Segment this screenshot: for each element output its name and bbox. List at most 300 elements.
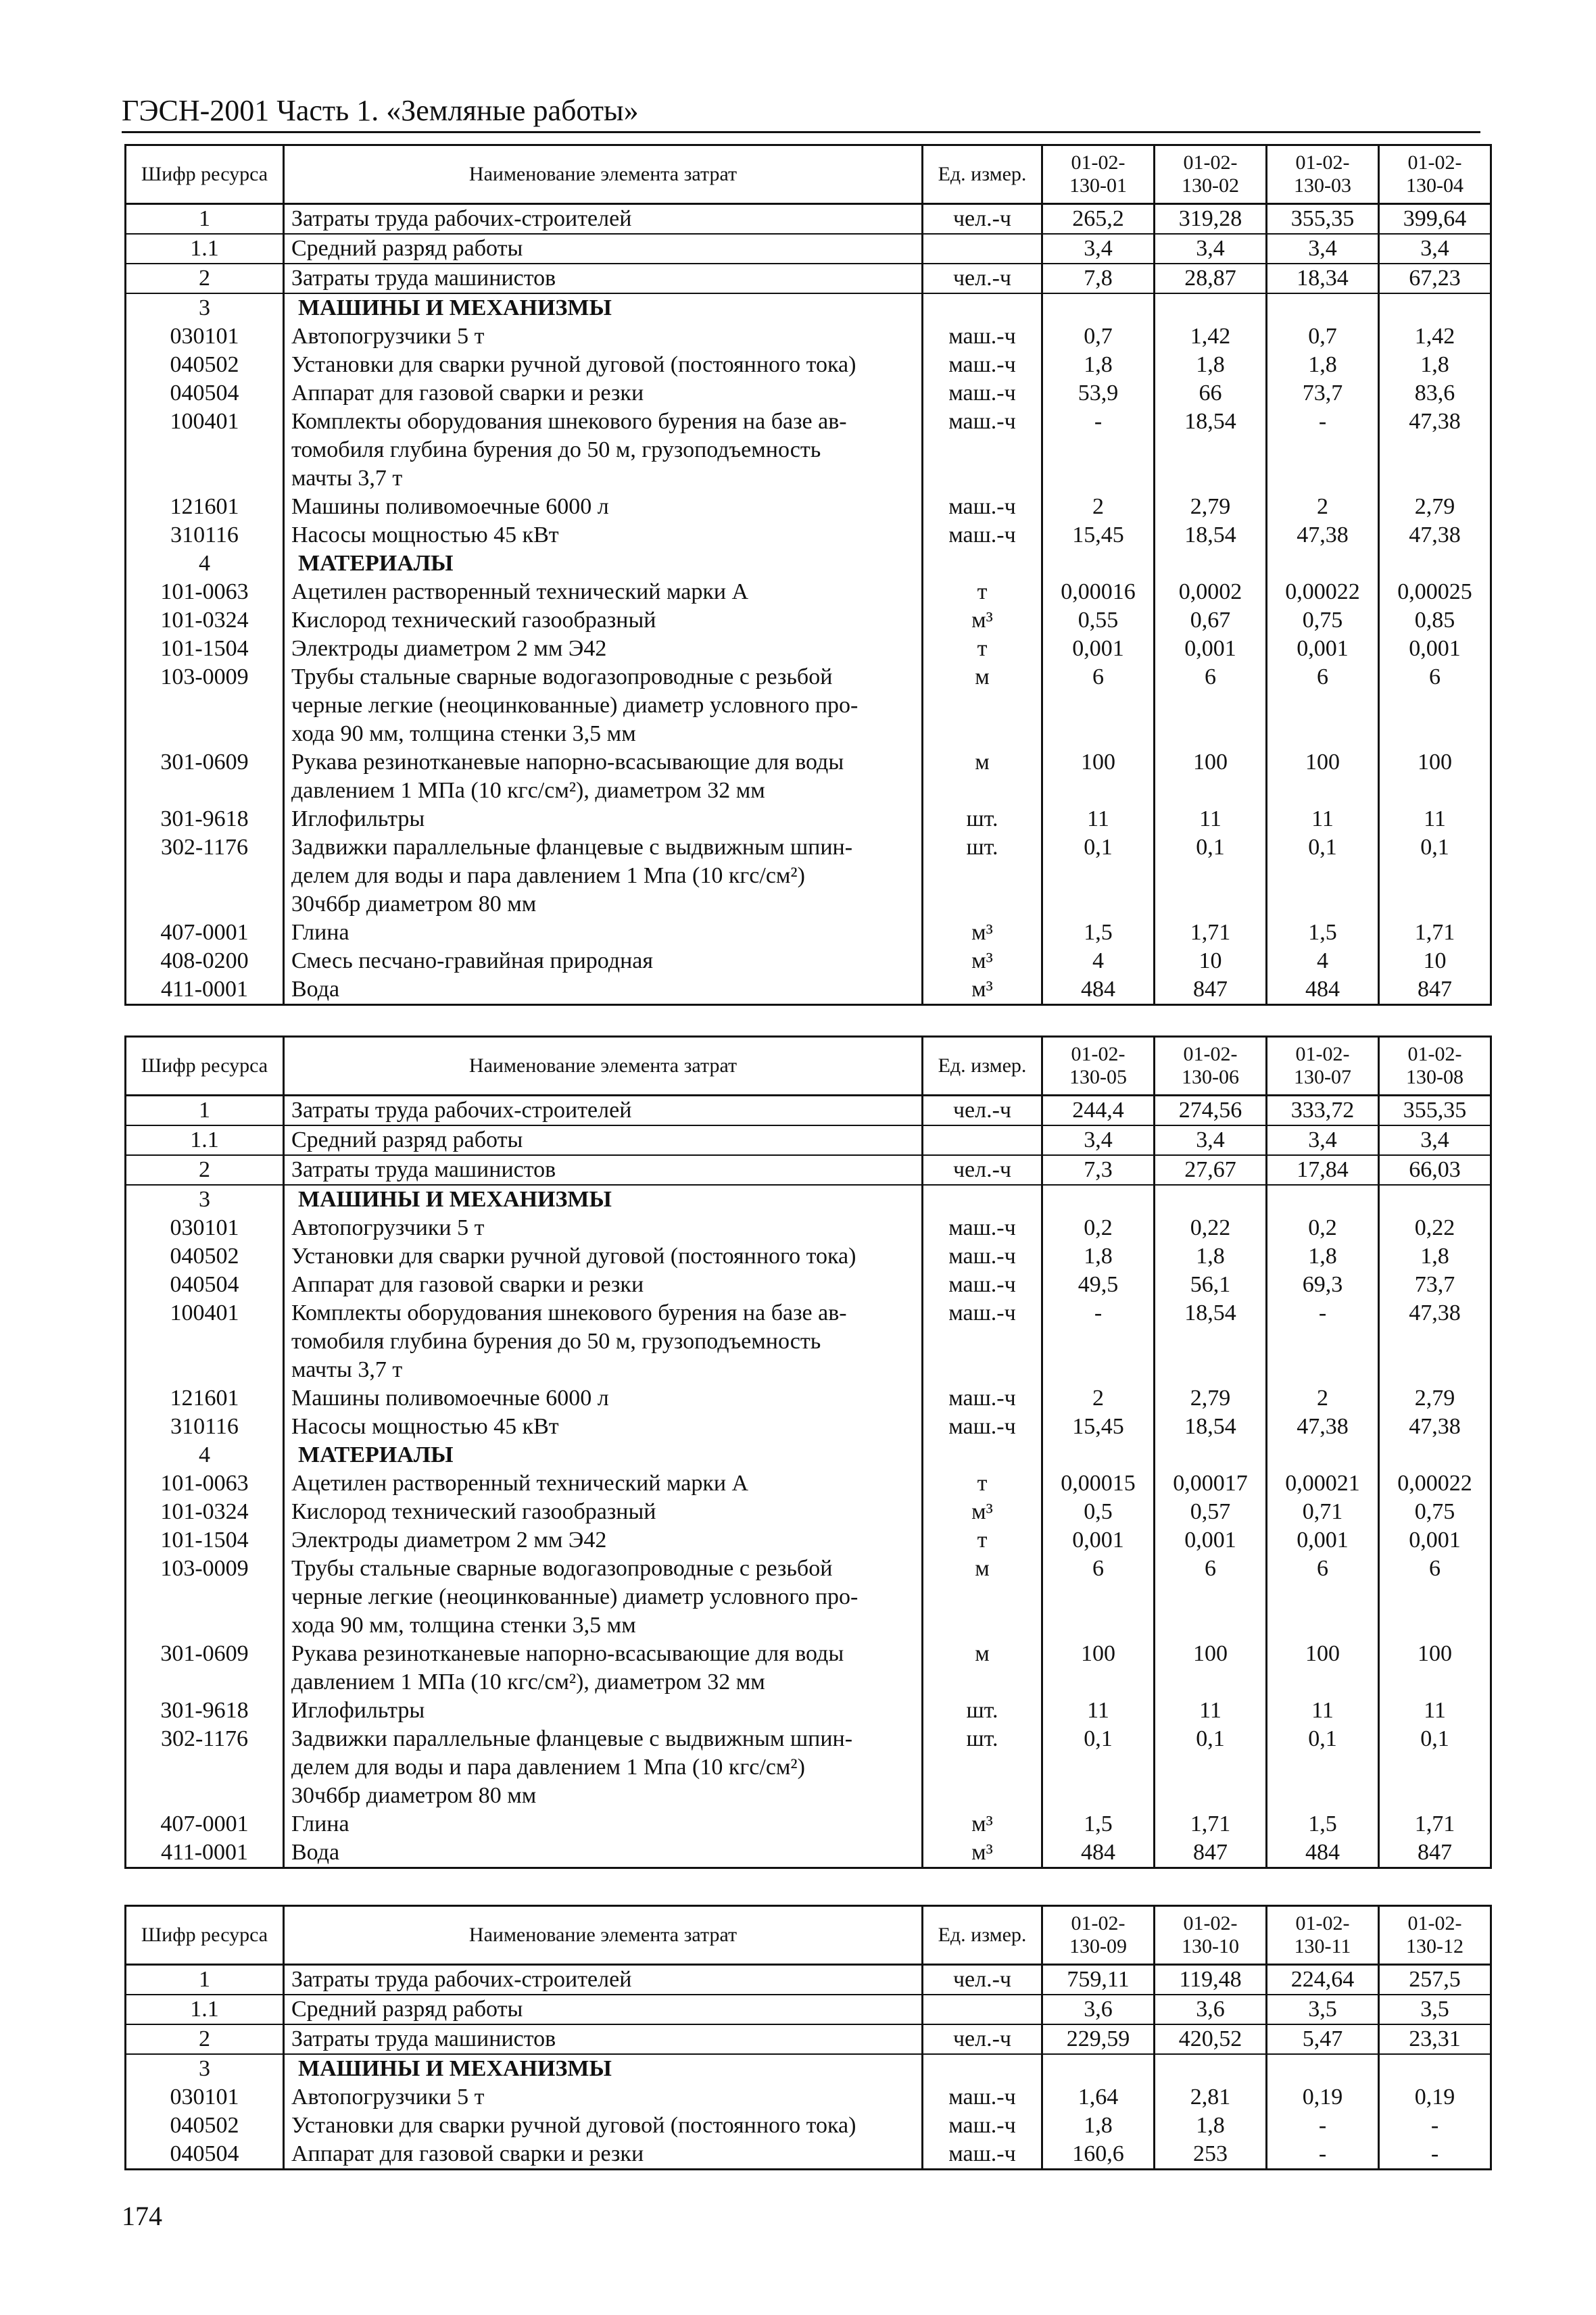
table-row (126, 264, 1491, 293)
unit-cell (923, 1125, 1042, 1155)
value-cell: 3,5 (1267, 1995, 1379, 2024)
resource-name: Аппарат для газовой сварки и резки (284, 2140, 923, 2170)
value-cell: 0,001 (1042, 635, 1155, 663)
resource-code: 040504 (126, 379, 284, 408)
unit-cell: м³ (923, 1498, 1042, 1526)
value-cell: 6 (1042, 663, 1155, 748)
value-cell: 5,47 (1267, 2024, 1379, 2054)
value-cell: 0,0002 (1155, 578, 1267, 606)
value-cell: 3,4 (1379, 1125, 1491, 1155)
value-cell: 47,38 (1267, 1413, 1379, 1441)
resource-name: Машины поливомоечные 6000 л (284, 493, 923, 521)
unit-cell: м³ (923, 1810, 1042, 1838)
header-row (126, 1906, 1491, 1965)
unit-cell: маш.-ч (923, 1214, 1042, 1242)
value-cell (1042, 1441, 1155, 1469)
resource-code: 1.1 (126, 1995, 284, 2024)
value-cell: 28,87 (1155, 264, 1267, 293)
unit-cell: шт. (923, 833, 1042, 919)
value-cell: 11 (1042, 1697, 1155, 1725)
unit-cell: т (923, 1469, 1042, 1498)
value-cell: 0,1 (1267, 833, 1379, 919)
value-cell: 0,1 (1155, 833, 1267, 919)
unit-cell: маш.-ч (923, 1299, 1042, 1384)
value-cell: 0,00025 (1379, 578, 1491, 606)
resource-code: 100401 (126, 408, 284, 493)
table-row (126, 805, 1491, 833)
value-cell: 265,2 (1042, 204, 1155, 235)
table-row (126, 833, 1491, 919)
value-cell: 1,5 (1267, 1810, 1379, 1838)
value-cell: 759,11 (1042, 1965, 1155, 1995)
value-cell: 3,4 (1042, 234, 1155, 264)
table-row (126, 1555, 1491, 1640)
table-row (126, 1640, 1491, 1697)
unit-cell (923, 1185, 1042, 1214)
resource-code: 121601 (126, 1384, 284, 1413)
unit-cell: м (923, 1555, 1042, 1640)
value-cell: 1,8 (1379, 1242, 1491, 1271)
resource-code: 100401 (126, 1299, 284, 1384)
norm-header-3: 01-02- 130-03 (1267, 145, 1379, 204)
unit-cell: маш.-ч (923, 2083, 1042, 2112)
table-row (126, 1469, 1491, 1498)
value-cell (1379, 1185, 1491, 1214)
value-cell: 1,8 (1155, 1242, 1267, 1271)
value-cell: 274,56 (1155, 1096, 1267, 1126)
resource-code: 101-0324 (126, 606, 284, 635)
value-cell: 119,48 (1155, 1965, 1267, 1995)
resource-code: 103-0009 (126, 663, 284, 748)
header-rule (122, 131, 1480, 133)
value-cell: 1,5 (1267, 919, 1379, 947)
value-cell: 1,8 (1042, 351, 1155, 379)
value-cell: 3,4 (1155, 234, 1267, 264)
unit-cell: м (923, 663, 1042, 748)
unit-cell (923, 550, 1042, 578)
resource-name: Глина (284, 1810, 923, 1838)
value-cell: 66,03 (1379, 1155, 1491, 1185)
unit-cell: чел.-ч (923, 204, 1042, 235)
table-row (126, 493, 1491, 521)
resource-code: 301-0609 (126, 1640, 284, 1697)
value-cell: 1,64 (1042, 2083, 1155, 2112)
unit-cell: т (923, 635, 1042, 663)
resource-code: 1 (126, 1965, 284, 1995)
resource-code: 1 (126, 204, 284, 235)
resource-name: Ацетилен растворенный технический марки А (284, 578, 923, 606)
value-cell: 0,22 (1379, 1214, 1491, 1242)
value-cell: 6 (1155, 1555, 1267, 1640)
value-cell: 18,54 (1155, 1299, 1267, 1384)
resource-name: Задвижки параллельные фланцевые с выдвижным шпин- делем для воды и пара давлением 1 Мпа (10 кгс/см²) 30ч6бр диаметром 80 мм (284, 1725, 923, 1810)
resource-code: 103-0009 (126, 1555, 284, 1640)
resource-code: 040502 (126, 351, 284, 379)
value-cell: 100 (1379, 748, 1491, 805)
resource-name: Насосы мощностью 45 кВт (284, 1413, 923, 1441)
value-cell: 355,35 (1267, 204, 1379, 235)
unit-cell: маш.-ч (923, 1271, 1042, 1299)
resource-name: Глина (284, 919, 923, 947)
value-cell: 1,71 (1155, 1810, 1267, 1838)
name-header: Наименование элемента затрат (284, 1037, 923, 1096)
value-cell: 229,59 (1042, 2024, 1155, 2054)
unit-cell (923, 1441, 1042, 1469)
value-cell: 0,2 (1042, 1214, 1155, 1242)
value-cell (1379, 550, 1491, 578)
table-row (126, 234, 1491, 264)
norm-header-1: 01-02- 130-01 (1042, 145, 1155, 204)
value-cell: 0,75 (1379, 1498, 1491, 1526)
value-cell: 11 (1042, 805, 1155, 833)
value-cell: 47,38 (1379, 521, 1491, 550)
value-cell: - (1379, 2112, 1491, 2140)
value-cell: 0,19 (1267, 2083, 1379, 2112)
unit-header: Ед. измер. (923, 1906, 1042, 1965)
unit-cell: шт. (923, 805, 1042, 833)
resource-code: 030101 (126, 2083, 284, 2112)
value-cell: 2 (1267, 493, 1379, 521)
page-number: 174 (122, 2201, 162, 2231)
value-cell: 484 (1042, 1838, 1155, 1868)
value-cell: 4 (1267, 947, 1379, 975)
resource-name: Трубы стальные сварные водогазопроводные с резьбой черные легкие (неоцинкованные) диаметр условного про- хода 90 мм, толщина стенки 3,5 мм (284, 1555, 923, 1640)
table-row (126, 1441, 1491, 1469)
resource-code: 302-1176 (126, 1725, 284, 1810)
value-cell: 47,38 (1379, 408, 1491, 493)
value-cell: 253 (1155, 2140, 1267, 2170)
value-cell: 2 (1267, 1384, 1379, 1413)
value-cell: 10 (1155, 947, 1267, 975)
resource-name: Затраты труда рабочих-строителей (284, 1965, 923, 1995)
value-cell: 1,8 (1042, 2112, 1155, 2140)
norm-header-1: 01-02- 130-09 (1042, 1906, 1155, 1965)
table-row (126, 408, 1491, 493)
table-row (126, 1526, 1491, 1555)
value-cell (1155, 550, 1267, 578)
value-cell: 100 (1267, 1640, 1379, 1697)
table-row (126, 1214, 1491, 1242)
resource-table-1 (124, 144, 1492, 1006)
resource-name: Автопогрузчики 5 т (284, 1214, 923, 1242)
resource-name: МАШИНЫ И МЕХАНИЗМЫ (284, 293, 923, 322)
value-cell: 3,4 (1267, 1125, 1379, 1155)
value-cell: 1,8 (1267, 1242, 1379, 1271)
table-row (126, 293, 1491, 322)
value-cell: 3,4 (1267, 234, 1379, 264)
value-cell: 11 (1267, 805, 1379, 833)
unit-cell: чел.-ч (923, 1096, 1042, 1126)
value-cell: 100 (1155, 748, 1267, 805)
unit-cell: м³ (923, 919, 1042, 947)
unit-cell: маш.-ч (923, 351, 1042, 379)
resource-code: 310116 (126, 521, 284, 550)
value-cell: 847 (1155, 1838, 1267, 1868)
resource-name: Затраты труда машинистов (284, 264, 923, 293)
value-cell: 0,001 (1267, 635, 1379, 663)
header-row (126, 1037, 1491, 1096)
resource-name: Рукава резинотканевые напорно-всасывающие для воды давлением 1 МПа (10 кгс/см²), диаметром 32 мм (284, 1640, 923, 1697)
value-cell: 3,4 (1155, 1125, 1267, 1155)
resource-code: 407-0001 (126, 1810, 284, 1838)
table-row (126, 1242, 1491, 1271)
resource-name: МАШИНЫ И МЕХАНИЗМЫ (284, 2054, 923, 2083)
name-header: Наименование элемента затрат (284, 145, 923, 204)
value-cell (1042, 2054, 1155, 2083)
value-cell: 3,6 (1155, 1995, 1267, 2024)
resource-code: 2 (126, 2024, 284, 2054)
value-cell: 7,3 (1042, 1155, 1155, 1185)
value-cell: 0,001 (1267, 1526, 1379, 1555)
resource-code: 040502 (126, 2112, 284, 2140)
value-cell: 6 (1267, 1555, 1379, 1640)
norm-header-4: 01-02- 130-08 (1379, 1037, 1491, 1096)
resource-name: Средний разряд работы (284, 1125, 923, 1155)
resource-name: Затраты труда машинистов (284, 2024, 923, 2054)
table-row (126, 635, 1491, 663)
value-cell: 1,8 (1379, 351, 1491, 379)
table-row (126, 322, 1491, 351)
table-row (126, 379, 1491, 408)
value-cell: 15,45 (1042, 521, 1155, 550)
value-cell: 7,8 (1042, 264, 1155, 293)
resource-code: 310116 (126, 1413, 284, 1441)
unit-cell: маш.-ч (923, 1242, 1042, 1271)
table-row (126, 663, 1491, 748)
value-cell: - (1267, 2140, 1379, 2170)
value-cell: 0,1 (1042, 1725, 1155, 1810)
value-cell: 15,45 (1042, 1413, 1155, 1441)
resource-code: 2 (126, 1155, 284, 1185)
value-cell: 11 (1379, 1697, 1491, 1725)
resource-code: 4 (126, 1441, 284, 1469)
norm-header-3: 01-02- 130-11 (1267, 1906, 1379, 1965)
value-cell (1267, 550, 1379, 578)
resource-name: Смесь песчано-гравийная природная (284, 947, 923, 975)
value-cell (1379, 1441, 1491, 1469)
resource-name: Трубы стальные сварные водогазопроводные с резьбой черные легкие (неоцинкованные) диаметр условного про- хода 90 мм, толщина стенки 3,5 мм (284, 663, 923, 748)
unit-cell: т (923, 1526, 1042, 1555)
unit-header: Ед. измер. (923, 1037, 1042, 1096)
table-row (126, 1271, 1491, 1299)
unit-cell: маш.-ч (923, 521, 1042, 550)
value-cell: 1,8 (1267, 351, 1379, 379)
value-cell: 0,00021 (1267, 1469, 1379, 1498)
value-cell: 73,7 (1379, 1271, 1491, 1299)
value-cell: 17,84 (1267, 1155, 1379, 1185)
value-cell: 0,85 (1379, 606, 1491, 635)
value-cell: 56,1 (1155, 1271, 1267, 1299)
value-cell: 257,5 (1379, 1965, 1491, 1995)
value-cell: 2,79 (1155, 493, 1267, 521)
value-cell: 244,4 (1042, 1096, 1155, 1126)
value-cell: 4 (1042, 947, 1155, 975)
value-cell: - (1042, 1299, 1155, 1384)
value-cell: 847 (1379, 1838, 1491, 1868)
table-row (126, 1810, 1491, 1838)
value-cell: 0,1 (1155, 1725, 1267, 1810)
resource-name: Задвижки параллельные фланцевые с выдвижным шпин- делем для воды и пара давлением 1 Мпа (10 кгс/см²) 30ч6бр диаметром 80 мм (284, 833, 923, 919)
resource-name: Машины поливомоечные 6000 л (284, 1384, 923, 1413)
value-cell: 2,81 (1155, 2083, 1267, 2112)
value-cell: 0,00017 (1155, 1469, 1267, 1498)
resource-code: 1 (126, 1096, 284, 1126)
value-cell (1379, 2054, 1491, 2083)
unit-cell (923, 293, 1042, 322)
value-cell: 1,5 (1042, 1810, 1155, 1838)
value-cell: 3,5 (1379, 1995, 1491, 2024)
value-cell: 1,5 (1042, 919, 1155, 947)
value-cell (1155, 1441, 1267, 1469)
value-cell: 847 (1379, 975, 1491, 1005)
value-cell (1042, 293, 1155, 322)
value-cell (1267, 293, 1379, 322)
resource-code: 030101 (126, 322, 284, 351)
value-cell: 67,23 (1379, 264, 1491, 293)
code-header: Шифр ресурса (126, 1906, 284, 1965)
resource-name: Вода (284, 975, 923, 1005)
resource-name: Вода (284, 1838, 923, 1868)
value-cell: 83,6 (1379, 379, 1491, 408)
value-cell: - (1379, 2140, 1491, 2170)
resource-code: 301-9618 (126, 1697, 284, 1725)
value-cell: 11 (1155, 805, 1267, 833)
unit-cell: маш.-ч (923, 2112, 1042, 2140)
unit-cell: чел.-ч (923, 1965, 1042, 1995)
resource-name: Ацетилен растворенный технический марки А (284, 1469, 923, 1498)
unit-cell: маш.-ч (923, 1384, 1042, 1413)
value-cell: 3,4 (1379, 234, 1491, 264)
resource-name: Затраты труда рабочих-строителей (284, 1096, 923, 1126)
resource-code: 3 (126, 2054, 284, 2083)
value-cell: 11 (1155, 1697, 1267, 1725)
value-cell: 3,4 (1042, 1125, 1155, 1155)
value-cell: 3,6 (1042, 1995, 1155, 2024)
value-cell: 18,34 (1267, 264, 1379, 293)
value-cell: 6 (1155, 663, 1267, 748)
resource-name: МАТЕРИАЛЫ (284, 550, 923, 578)
value-cell (1379, 293, 1491, 322)
resource-code: 101-1504 (126, 1526, 284, 1555)
table-row (126, 1995, 1491, 2024)
resource-name: Насосы мощностью 45 кВт (284, 521, 923, 550)
norm-header-1: 01-02- 130-05 (1042, 1037, 1155, 1096)
resource-name: Затраты труда машинистов (284, 1155, 923, 1185)
table-row (126, 975, 1491, 1005)
table-row (126, 1299, 1491, 1384)
resource-code: 302-1176 (126, 833, 284, 919)
value-cell: 100 (1267, 748, 1379, 805)
resource-name: Установки для сварки ручной дуговой (постоянного тока) (284, 351, 923, 379)
resource-code: 101-0324 (126, 1498, 284, 1526)
value-cell: 18,54 (1155, 1413, 1267, 1441)
value-cell (1155, 293, 1267, 322)
value-cell: 73,7 (1267, 379, 1379, 408)
norm-header-2: 01-02- 130-06 (1155, 1037, 1267, 1096)
value-cell (1267, 1441, 1379, 1469)
resource-name: Кислород технический газообразный (284, 1498, 923, 1526)
resource-code: 101-1504 (126, 635, 284, 663)
unit-cell: чел.-ч (923, 2024, 1042, 2054)
table-row (126, 1838, 1491, 1868)
resource-name: Затраты труда рабочих-строителей (284, 204, 923, 235)
code-header: Шифр ресурса (126, 145, 284, 204)
resource-code: 040502 (126, 1242, 284, 1271)
value-cell: 18,54 (1155, 521, 1267, 550)
resource-name: МАТЕРИАЛЫ (284, 1441, 923, 1469)
resource-name: Электроды диаметром 2 мм Э42 (284, 1526, 923, 1555)
value-cell: 0,00016 (1042, 578, 1155, 606)
value-cell: 0,75 (1267, 606, 1379, 635)
unit-cell (923, 1995, 1042, 2024)
value-cell: 0,7 (1042, 322, 1155, 351)
unit-cell: шт. (923, 1725, 1042, 1810)
value-cell: 100 (1379, 1640, 1491, 1697)
value-cell: 0,19 (1379, 2083, 1491, 2112)
value-cell: 484 (1267, 975, 1379, 1005)
value-cell: 6 (1267, 663, 1379, 748)
resource-name: Установки для сварки ручной дуговой (постоянного тока) (284, 2112, 923, 2140)
value-cell: 11 (1379, 805, 1491, 833)
value-cell: 6 (1379, 1555, 1491, 1640)
resource-code: 411-0001 (126, 975, 284, 1005)
value-cell: 0,1 (1267, 1725, 1379, 1810)
page-header: ГЭСН-2001 Часть 1. «Земляные работы» (122, 94, 639, 127)
value-cell: 355,35 (1379, 1096, 1491, 1126)
value-cell: 0,001 (1042, 1526, 1155, 1555)
value-cell: 2,79 (1155, 1384, 1267, 1413)
table-row (126, 1965, 1491, 1995)
value-cell: 0,1 (1379, 833, 1491, 919)
unit-cell: маш.-ч (923, 322, 1042, 351)
unit-cell: маш.-ч (923, 2140, 1042, 2170)
resource-table-2 (124, 1035, 1492, 1869)
resource-name: Средний разряд работы (284, 234, 923, 264)
resource-code: 101-0063 (126, 578, 284, 606)
value-cell: 0,1 (1379, 1725, 1491, 1810)
value-cell (1155, 2054, 1267, 2083)
norm-header-2: 01-02- 130-10 (1155, 1906, 1267, 1965)
table-row (126, 1498, 1491, 1526)
table-row (126, 2083, 1491, 2112)
value-cell: 1,71 (1155, 919, 1267, 947)
value-cell: 484 (1267, 1838, 1379, 1868)
unit-header: Ед. измер. (923, 145, 1042, 204)
resource-name: Иглофильтры (284, 1697, 923, 1725)
table-row (126, 1096, 1491, 1126)
resource-code: 3 (126, 1185, 284, 1214)
unit-cell: м³ (923, 606, 1042, 635)
value-cell: 224,64 (1267, 1965, 1379, 1995)
value-cell: 420,52 (1155, 2024, 1267, 2054)
table-row (126, 2140, 1491, 2170)
resource-code: 408-0200 (126, 947, 284, 975)
value-cell: 0,001 (1155, 1526, 1267, 1555)
resource-code: 3 (126, 293, 284, 322)
resource-name: Аппарат для газовой сварки и резки (284, 379, 923, 408)
resource-table-3 (124, 1905, 1492, 2170)
norm-header-3: 01-02- 130-07 (1267, 1037, 1379, 1096)
table-row (126, 521, 1491, 550)
value-cell: 27,67 (1155, 1155, 1267, 1185)
resource-code: 030101 (126, 1214, 284, 1242)
value-cell (1267, 2054, 1379, 2083)
value-cell: 1,8 (1155, 351, 1267, 379)
value-cell: 333,72 (1267, 1096, 1379, 1126)
resource-name: Комплекты оборудования шнекового бурения на базе ав- томобиля глубина бурения до 50 м, грузоподъемность мачты 3,7 т (284, 1299, 923, 1384)
unit-cell: шт. (923, 1697, 1042, 1725)
unit-cell: чел.-ч (923, 264, 1042, 293)
